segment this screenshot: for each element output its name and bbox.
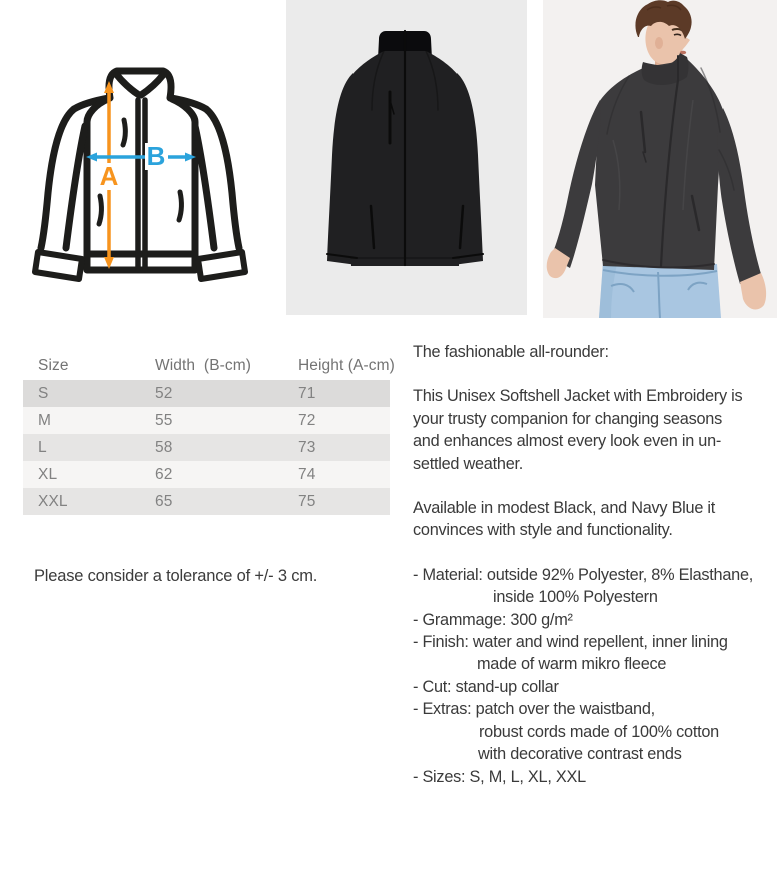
label-b: B [146,141,166,171]
ear [655,37,663,49]
product-description [413,341,777,788]
description-line: convinces with style and functionality. [413,521,673,540]
measurement-diagram [28,58,263,293]
table-row [23,434,390,461]
size-cell: L [38,438,47,456]
table-row [23,461,390,488]
size-table [23,351,395,515]
tolerance-note: Please consider a tolerance of +/- 3 cm. [34,567,318,585]
table-row [23,407,390,434]
table-row [23,488,390,515]
description-line: Available in modest Black, and Navy Blue it [413,499,716,518]
height-cell: 73 [298,438,316,456]
size-cell: XXL [38,492,68,510]
width-cell: 62 [155,465,173,483]
size-cell: M [38,411,52,429]
cuff-left [35,252,82,279]
width-cell: 58 [155,438,173,456]
table-row [23,380,390,407]
height-cell: 74 [298,465,316,483]
product-photo[interactable] [286,0,527,315]
spec-line: made of warm mikro fleece [477,655,667,674]
spec-line: - Finish: water and wind repellent, inner lining [413,633,728,652]
col-header-width: Width (B-cm) [140,351,283,380]
col-header-size: Size [23,351,140,380]
width-cell: 65 [155,492,173,510]
pocket-mark [99,196,101,224]
jacket-torso [595,60,723,270]
spec-line: - Grammage: 300 g/m² [413,610,573,629]
size-cell: XL [38,465,58,483]
size-cell: S [38,384,49,402]
width-cell: 52 [155,384,173,402]
cuff-right [198,252,245,279]
col-header-height: Height (A-cm) [283,351,390,380]
jacket-outline-drawing [35,71,245,279]
width-cell: 55 [155,411,173,429]
pocket-mark [179,192,181,220]
hem-band [87,254,195,270]
height-cell: 72 [298,411,316,429]
height-cell: 71 [298,384,316,402]
model-photo[interactable] [543,0,777,318]
description-line: your trusty companion for changing seasons [413,409,722,428]
pocket-mark [123,120,125,145]
paragraph-gap [413,542,777,564]
table-header-row [23,351,390,380]
description-line: settled weather. [413,454,524,473]
spec-line: - Cut: stand-up collar [413,677,559,696]
height-arrow-a [97,81,121,269]
spec-line: robust cords made of 100% cotton [479,722,719,741]
paragraph-gap [413,475,777,497]
spec-line: inside 100% Polyestern [493,588,658,607]
description-line: and enhances almost every look even in un- [413,432,722,451]
description-intro: The fashionable all-rounder: [413,343,609,361]
paragraph-gap [413,363,777,385]
spec-line: - Sizes: S, M, L, XL, XXL [413,767,586,786]
spec-line: - Material: outside 92% Polyester, 8% Elasthane, [413,565,754,584]
label-a: A [99,161,119,191]
spec-line: with decorative contrast ends [478,745,682,764]
height-cell: 75 [298,492,316,510]
spec-line: - Extras: patch over the waistband, [413,700,655,719]
description-line: This Unisex Softshell Jacket with Embroidery is [413,387,743,406]
